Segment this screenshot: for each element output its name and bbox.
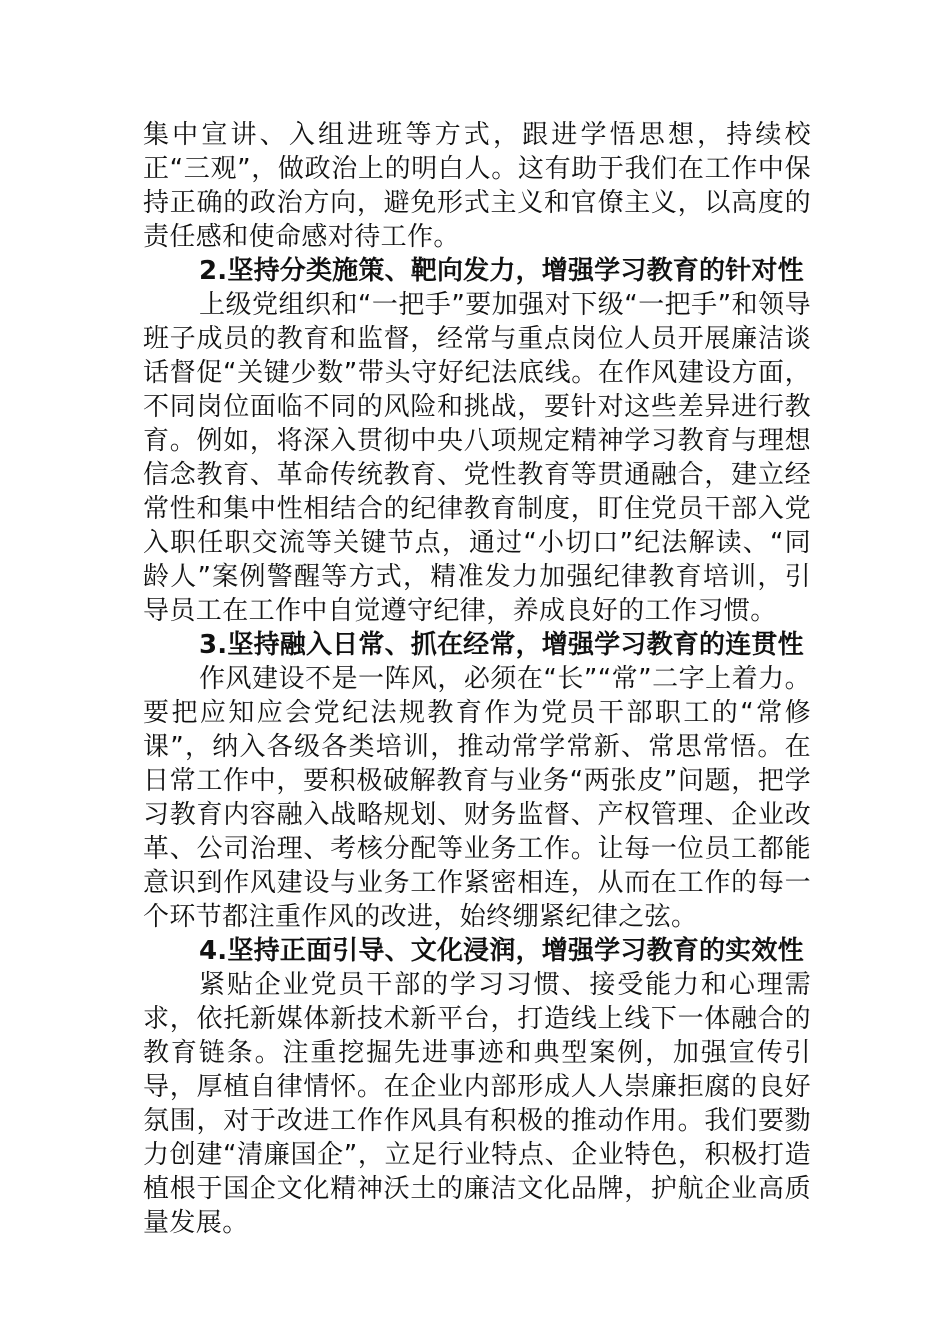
section-heading-3: 3.坚持融入日常、抓在经常，增强学习教育的连贯性 [199,630,804,660]
section-heading-2: 2.坚持分类施策、靶向发力，增强学习教育的针对性 [199,256,804,286]
paragraph-section-3: 作风建设不是一阵风，必须在“长”“常”二字上着力。要把应知应会党纪法规教育作为党员干部职工的“常修课”，纳入各级各类培训，推动常学常新、常思常悟。在日常工作中，要积极破解教育与业务“两张皮”问题，把学习教育内容融入战略规划、财务监督、产权管理、企业改革、公司治理、考核分配等业务工作。让每一位员工都能意识到作风建设与业务工作紧密相连，从而在工作的每一个环节都注重作风的改进，始终绷紧纪律之弦。 [143,664,811,932]
paragraph-continuation: 集中宣讲、入组进班等方式，跟进学悟思想，持续校正“三观”，做政治上的明白人。这有助于我们在工作中保持正确的政治方向，避免形式主义和官僚主义，以高度的责任感和使命感对待工作。 [143,120,811,252]
paragraph-section-4: 紧贴企业党员干部的学习习惯、接受能力和心理需求，依托新媒体新技术新平台，打造线上线下一体融合的教育链条。注重挖掘先进事迹和典型案例，加强宣传引导，厚植自律情怀。在企业内部形成人人崇廉拒腐的良好氛围，对于改进工作作风具有积极的推动作用。我们要勠力创建“清廉国企”，立足行业特点、企业特色，积极打造植根于国企文化精神沃土的廉洁文化品牌，护航企业高质量发展。 [143,970,811,1238]
document-body [143,118,811,1240]
section-heading-4: 4.坚持正面引导、文化浸润，增强学习教育的实效性 [199,936,804,966]
paragraph-section-2: 上级党组织和“一把手”要加强对下级“一把手”和领导班子成员的教育和监督，经常与重点岗位人员开展廉洁谈话督促“关键少数”带头守好纪法底线。在作风建设方面，不同岗位面临不同的风险和挑战，要针对这些差异进行教育。例如，将深入贯彻中央八项规定精神学习教育与理想信念教育、革命传统教育、党性教育等贯通融合，建立经常性和集中性相结合的纪律教育制度，盯住党员干部入党入职任职交流等关键节点，通过“小切口”纪法解读、“同龄人”案例警醒等方式，精准发力加强纪律教育培训，引导员工在工作中自觉遵守纪律，养成良好的工作习惯。 [143,290,811,626]
